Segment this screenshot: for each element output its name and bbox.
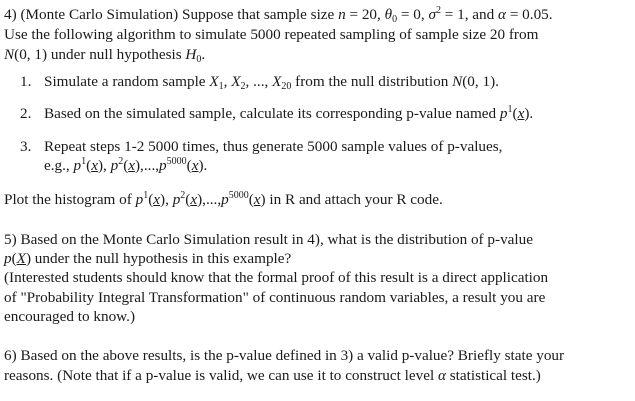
q5-line-2: p(X) under the null hypothesis in this example?	[4, 250, 292, 267]
q4-line-2: Use the following algorithm to simulate 5000 repeated sampling of sample size 20 from	[4, 26, 539, 43]
q5-line-5: encouraged to know.)	[4, 308, 136, 325]
step-2: 2. Based on the simulated sample, calculate its corresponding p-value named $p^1(x)$.	[20, 104, 534, 122]
step-2-number: 2.	[20, 105, 32, 122]
q4-line-1: 4) (Monte Carlo Simulation) Suppose that sample size n = 20, $\theta_0 = 0$, $\sigma^2 = 1$, and α = 0.05.	[4, 5, 553, 25]
step-3: 3. Repeat steps 1-2 5000 times, thus generate 5000 sample values of p-values,	[20, 138, 503, 155]
q6-line-1: 6) Based on the above results, is the p-value defined in 3) a valid p-value? Briefly state your	[4, 347, 565, 364]
q5-line-3: (Interested students should know that the formal proof of this result is a direct application	[4, 269, 549, 286]
q6-line-2: reasons. (Note that if a p-value is valid, we can use it to construct level α statistical test.)	[4, 367, 541, 384]
step-1: 1. Simulate a random sample $X_1$, $X_2$, ..., $X_{20}$ from the null distribution N(0, 1).	[20, 73, 499, 92]
step-3-continued: e.g., $p^1(x)$, $p^2(x),...,p^{5000}(x)$.	[44, 156, 208, 174]
step-1-number: 1.	[20, 73, 32, 90]
plot-instruction: Plot the histogram of $p^1(x)$, $p^2(x),...,p^{5000}(x)$ in R and attach your R code.	[4, 190, 443, 208]
step-3-number: 3.	[20, 138, 32, 155]
q5-line-4: of "Probability Integral Transformation" of continuous random variables, a result you are	[4, 289, 546, 306]
q4-line-3: N(0, 1) under null hypothesis $H_0$.	[4, 46, 206, 65]
q5-line-1: 5) Based on the Monte Carlo Simulation result in 4), what is the distribution of p-value	[4, 231, 533, 248]
